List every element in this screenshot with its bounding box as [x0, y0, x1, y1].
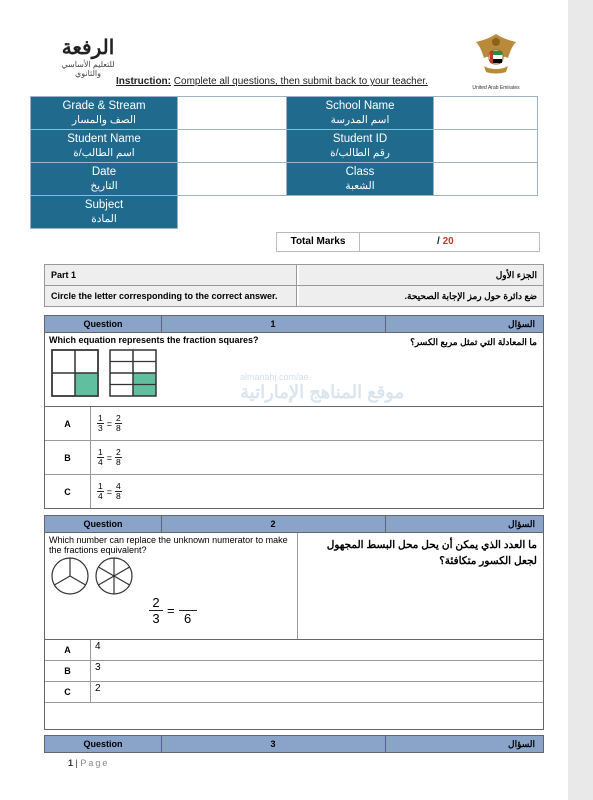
subject-label: Subject المادة: [31, 196, 178, 229]
circle-sixths: [96, 558, 132, 594]
watermark-arabic: موقع المناهج الإماراتية: [240, 382, 405, 402]
option-letter[interactable]: B: [45, 441, 91, 474]
instruction-text: Complete all questions, then submit back to your teacher.: [173, 76, 428, 87]
question-text: Which number can replace the unknown numerator to make the fractions equivalent?: [49, 535, 288, 555]
grade-field[interactable]: [178, 97, 287, 130]
instruction-line: [116, 76, 428, 87]
fraction-square-eighths: [109, 349, 157, 397]
question-1: [44, 315, 544, 509]
school-label: School Name اسم المدرسة: [287, 97, 434, 130]
question-text: Which equation represents the fraction squares?: [49, 335, 259, 345]
question-number: 3: [161, 736, 386, 752]
question-text-arabic: ما المعادلة التي تمثل مربع الكسر؟: [410, 337, 537, 347]
question-body: [45, 533, 543, 640]
class-field[interactable]: [434, 163, 538, 196]
question-header: Question 1 السؤال: [45, 316, 543, 333]
option-a[interactable]: A $\frac{1}{3}$ = $\frac{2}{8}$: [45, 407, 543, 441]
question-number: 1: [161, 316, 386, 332]
option-letter[interactable]: A: [45, 407, 91, 440]
option-value: 4: [95, 641, 101, 652]
watermark-url: almanahj.com/ae: [240, 372, 309, 382]
question-header: Question 2 السؤال: [45, 516, 543, 533]
student-name-label: Student Name اسم الطالب/ة: [31, 130, 178, 163]
student-name-field[interactable]: [178, 130, 287, 163]
option-a[interactable]: [45, 640, 543, 661]
student-info-table: [30, 96, 538, 229]
grade-label: Grade & Stream الصف والمسار: [31, 97, 178, 130]
equivalence-equation: $\frac{2}{3}$ = 6: [149, 595, 197, 626]
instruction-label: Instruction:: [116, 76, 171, 87]
option-letter[interactable]: B: [45, 661, 91, 681]
total-marks-value: / 20: [437, 236, 454, 247]
option-c[interactable]: C $\frac{1}{4}$ = $\frac{4}{8}$: [45, 475, 543, 508]
circle-thirds: [52, 558, 88, 594]
date-field[interactable]: [178, 163, 287, 196]
uae-emblem-icon: [470, 30, 522, 91]
question-header: Question 3 السؤال: [45, 736, 543, 752]
option-letter[interactable]: A: [45, 640, 91, 660]
option-letter[interactable]: C: [45, 475, 91, 508]
part-title-arabic: الجزء الأول: [299, 265, 543, 285]
student-id-label: Student ID رقم الطالب/ة: [287, 130, 434, 163]
logo-subtitle: للتعليم الأساسي والثانوي: [61, 60, 115, 78]
fraction-circles: [51, 557, 139, 597]
option-b[interactable]: [45, 661, 543, 682]
emblem-caption: United Arab Emirates: [472, 85, 520, 91]
total-marks-box: [276, 232, 540, 252]
school-logo: [48, 36, 128, 78]
page-number: 1: [68, 758, 74, 768]
page-footer: 1 | Page: [68, 758, 110, 768]
fraction-square-quarters: [51, 349, 99, 397]
date-label: Date التاريخ: [31, 163, 178, 196]
question-number: 2: [161, 516, 386, 532]
option-b[interactable]: B $\frac{1}{4}$ = $\frac{2}{8}$: [45, 441, 543, 475]
watermark: [240, 372, 404, 403]
page-word: Page: [80, 758, 110, 768]
part-title: Part 1: [45, 265, 297, 285]
logo-arabic-text: الرفعة: [61, 35, 115, 59]
school-field[interactable]: [434, 97, 538, 130]
option-letter[interactable]: C: [45, 682, 91, 702]
subject-field[interactable]: [178, 196, 538, 229]
question-3: [44, 735, 544, 753]
option-c[interactable]: [45, 682, 543, 703]
part-instruction: Circle the letter corresponding to the correct answer.: [45, 286, 297, 306]
student-id-field[interactable]: [434, 130, 538, 163]
part-header: [44, 264, 544, 307]
question-text-arabic: ما العدد الذي يمكن أن يحل محل البسط المجهول لجعل الكسور متكافئة؟: [326, 539, 537, 567]
option-value: 3: [95, 662, 101, 673]
class-label: Class الشعبة: [287, 163, 434, 196]
total-marks-label: Total Marks: [277, 233, 360, 251]
option-value: 2: [95, 683, 101, 694]
part-instruction-arabic: ضع دائرة حول رمز الإجابة الصحيحة.: [299, 286, 543, 306]
question-2: [44, 515, 544, 730]
